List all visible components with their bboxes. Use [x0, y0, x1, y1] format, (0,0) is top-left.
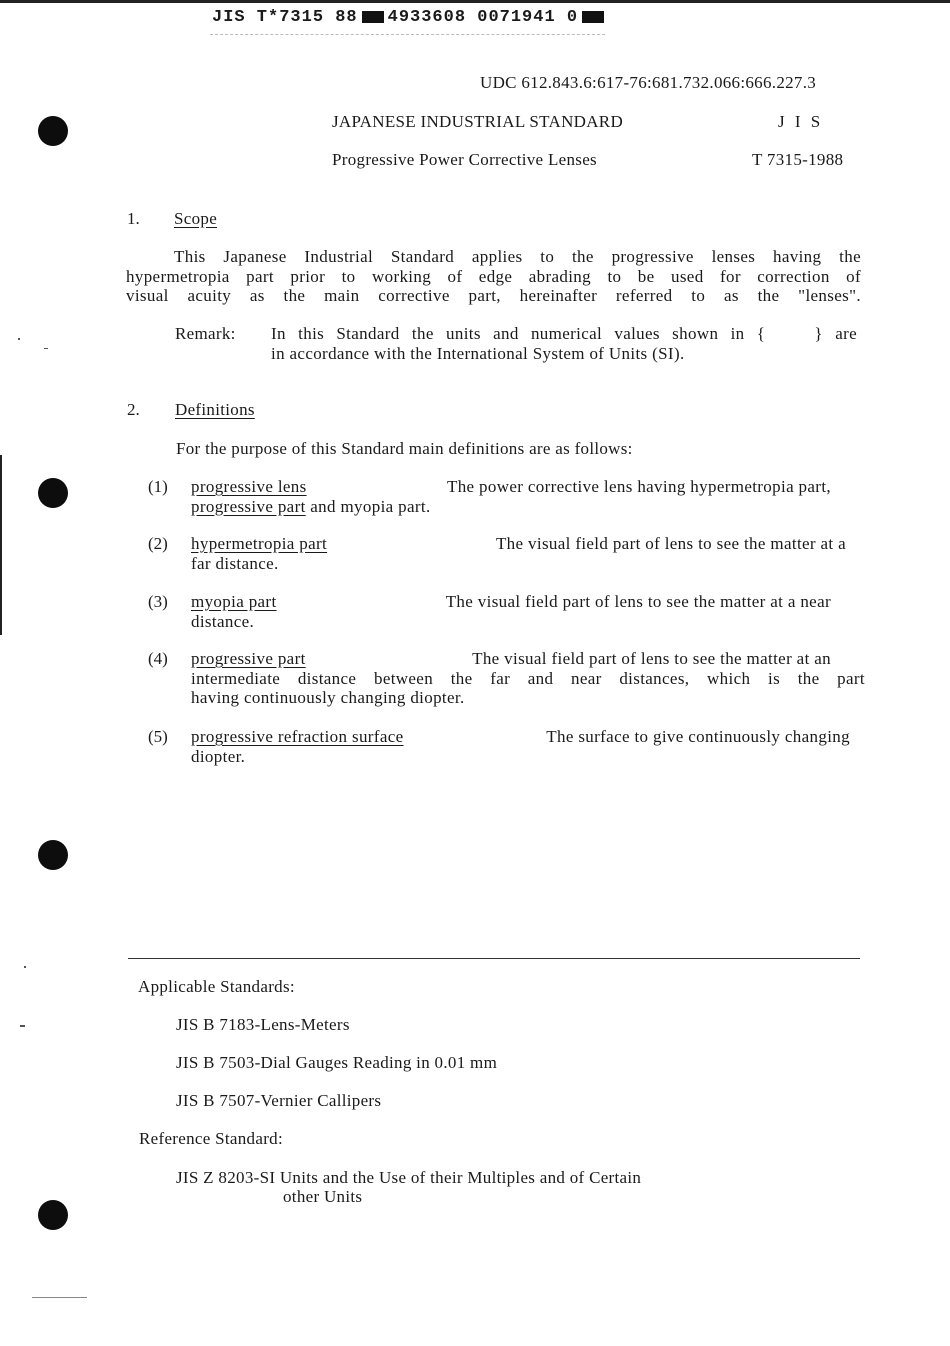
definition-number: (4): [148, 649, 168, 668]
header-block-icon: [362, 11, 384, 23]
definition-term: progressive refraction surface: [191, 727, 404, 746]
doc-number: T 7315-1988: [752, 150, 844, 169]
definition-text: The surface to give continuously changing: [546, 727, 850, 746]
header-underline: [210, 34, 605, 36]
section-number: 1.: [127, 209, 140, 228]
applicable-label: Applicable Standards:: [138, 977, 295, 996]
definition-term: myopia part: [191, 592, 277, 611]
definition-text: distance.: [191, 611, 255, 631]
definition-line: [191, 649, 831, 669]
standard-label: JAPANESE INDUSTRIAL STANDARD: [332, 112, 624, 131]
scan-speck: [18, 338, 20, 340]
definition-text: far distance.: [191, 553, 279, 573]
definition-text: The power corrective lens having hypermetropia part,: [446, 477, 831, 496]
scan-speck: [0, 455, 2, 635]
scan-speck: [20, 1025, 25, 1027]
definition-line: [191, 592, 831, 612]
definition-line: [191, 534, 846, 554]
header-code-middle: 4933608 0071941 0: [387, 8, 579, 27]
reference-item: JIS Z 8203-SI Units and the Use of their Multiples and of Certain: [176, 1168, 642, 1187]
remark-line: In this Standard the units and numerical values shown in { } are: [271, 324, 857, 343]
definition-term: progressive part: [191, 496, 306, 516]
remark-line: in accordance with the International System of Units (SI).: [271, 343, 685, 363]
definition-text: The visual field part of lens to see the matter at an: [472, 649, 831, 668]
definition-item: [191, 727, 850, 766]
header-block-icon: [582, 11, 604, 23]
punch-hole: [38, 840, 68, 870]
applicable-item: JIS B 7183-Lens-Meters: [176, 1015, 350, 1034]
header-code-left: JIS T*7315 88: [212, 8, 358, 27]
applicable-item: JIS B 7507-Vernier Callipers: [176, 1091, 382, 1110]
definition-text: intermediate distance between the far and near distances, which is the part: [191, 668, 865, 688]
definition-item: [191, 649, 865, 708]
definition-number: (3): [148, 592, 168, 611]
scope-line: This Japanese Industrial Standard applies to the progressive lenses having the: [174, 247, 861, 266]
remark-label: Remark:: [175, 324, 236, 343]
scope-line: visual acuity as the main corrective part, hereinafter referred to as the "lenses".: [126, 286, 861, 305]
doc-title: Progressive Power Corrective Lenses: [332, 150, 597, 169]
punch-hole: [38, 116, 68, 146]
definition-number: (1): [148, 477, 168, 496]
definition-number: (2): [148, 534, 168, 553]
definition-text: having continuously changing diopter.: [191, 688, 465, 707]
section-number: 2.: [127, 400, 140, 419]
scope-line: hypermetropia part prior to working of edge abrading to be used for correction of: [126, 266, 861, 286]
remark-text: [271, 324, 857, 363]
definition-text: and myopia part.: [305, 496, 431, 516]
definitions-intro: For the purpose of this Standard main definitions are as follows:: [176, 439, 633, 458]
definition-item: [191, 477, 831, 516]
definition-term: progressive part: [191, 649, 306, 668]
definition-number: (5): [148, 727, 168, 746]
scan-speck: [32, 1297, 87, 1298]
punch-hole: [38, 1200, 68, 1230]
top-border: [0, 0, 950, 3]
definition-term: progressive lens: [191, 477, 307, 496]
section-heading-scope: Scope: [174, 209, 218, 228]
definition-text: diopter.: [191, 746, 246, 766]
definition-item: [191, 592, 831, 631]
definition-item: [191, 534, 846, 573]
scan-speck: [24, 966, 26, 968]
punch-hole: [38, 478, 68, 508]
section-heading-definitions: Definitions: [175, 400, 255, 419]
definition-line: [191, 477, 831, 497]
reference-item-continued: other Units: [283, 1187, 363, 1206]
definition-text: The visual field part of lens to see the matter at a near: [445, 592, 831, 611]
header-code: [212, 8, 608, 27]
udc-code: UDC 612.843.6:617-76:681.732.066:666.227.3: [480, 73, 817, 92]
reference-label: Reference Standard:: [139, 1129, 283, 1148]
definition-line: [191, 727, 850, 747]
definition-line: [191, 497, 831, 517]
definition-term: hypermetropia part: [191, 534, 328, 553]
jis-label: J I S: [778, 112, 824, 131]
scope-paragraph: [126, 247, 861, 306]
definition-text: The visual field part of lens to see the matter at a: [495, 534, 846, 553]
footer-divider: [128, 958, 860, 959]
scan-speck: [44, 348, 48, 349]
applicable-item: JIS B 7503-Dial Gauges Reading in 0.01 mm: [176, 1053, 498, 1072]
